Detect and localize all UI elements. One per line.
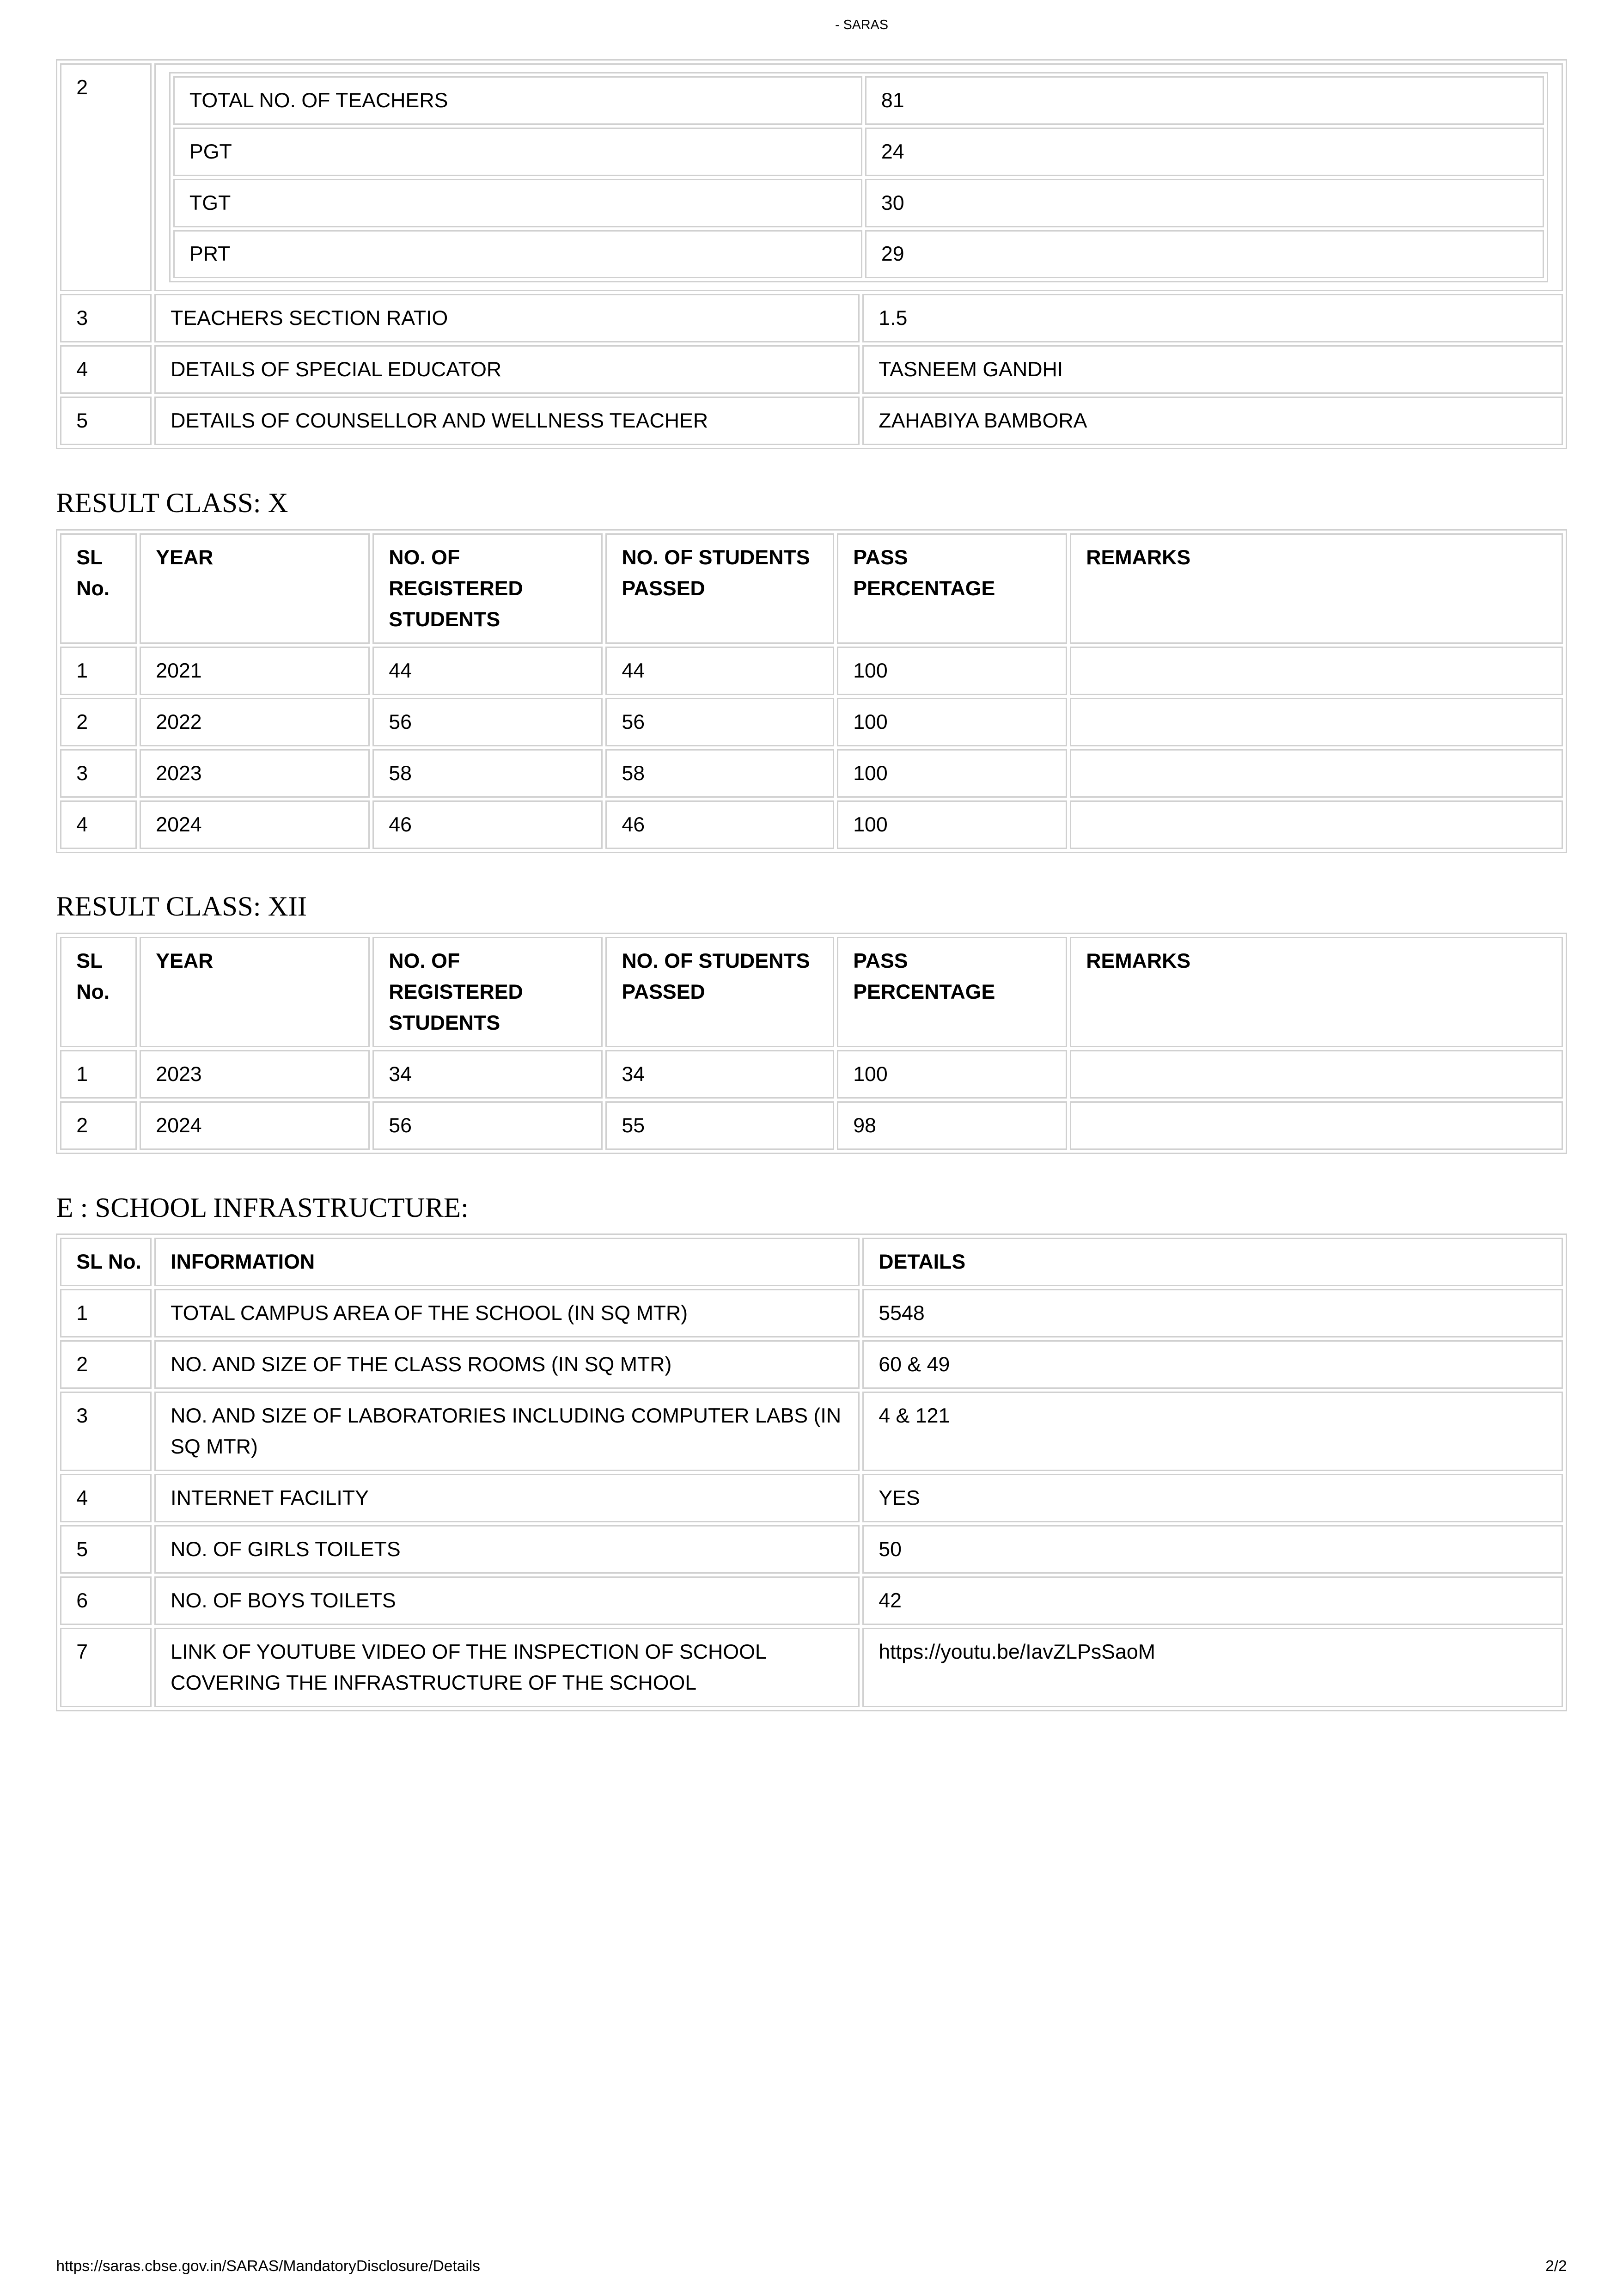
table-cell: TASNEEM GANDHI bbox=[862, 345, 1562, 394]
table-cell: 4 bbox=[60, 345, 152, 394]
table-row bbox=[60, 345, 1562, 394]
table-cell: 98 bbox=[837, 1101, 1067, 1150]
table-cell: 55 bbox=[605, 1101, 834, 1150]
footer-page-number: 2/2 bbox=[1545, 2258, 1567, 2275]
table-cell: 100 bbox=[837, 1050, 1067, 1099]
column-header-registered: NO. OF REGISTERED STUDENTS bbox=[372, 533, 603, 644]
column-header-information: INFORMATION bbox=[154, 1238, 860, 1286]
table-row bbox=[60, 1101, 1562, 1150]
table-cell: 46 bbox=[605, 800, 834, 849]
table-cell: 30 bbox=[865, 179, 1544, 227]
column-header-year: YEAR bbox=[140, 937, 370, 1047]
teachers-breakdown-cell bbox=[154, 63, 1562, 292]
result-class-x-table bbox=[56, 529, 1567, 853]
table-row bbox=[173, 76, 1544, 125]
table-cell: 2024 bbox=[140, 1101, 370, 1150]
table-cell bbox=[1070, 647, 1562, 695]
table-row bbox=[173, 128, 1544, 176]
table-cell: 5 bbox=[60, 1525, 152, 1574]
table-cell: 2 bbox=[60, 1101, 137, 1150]
infrastructure-table bbox=[56, 1233, 1567, 1711]
column-header-registered: NO. OF REGISTERED STUDENTS bbox=[372, 937, 603, 1047]
table-row bbox=[60, 1474, 1562, 1522]
column-header-passed: NO. OF STUDENTS PASSED bbox=[605, 937, 834, 1047]
table-row bbox=[173, 230, 1544, 279]
table-cell: 44 bbox=[605, 647, 834, 695]
table-cell: LINK OF YOUTUBE VIDEO OF THE INSPECTION OF SCHOOL COVERING THE INFRASTRUCTURE OF THE SCHOOL bbox=[154, 1628, 860, 1707]
table-cell: 1 bbox=[60, 1289, 152, 1337]
table-cell: NO. OF BOYS TOILETS bbox=[154, 1576, 860, 1625]
column-header-passed: NO. OF STUDENTS PASSED bbox=[605, 533, 834, 644]
table-cell: 81 bbox=[865, 76, 1544, 125]
table-row bbox=[60, 647, 1562, 695]
result-class-xii-table bbox=[56, 933, 1567, 1154]
column-header-year: YEAR bbox=[140, 533, 370, 644]
column-header-sl-no: SL No. bbox=[60, 937, 137, 1047]
table-cell bbox=[1070, 1101, 1562, 1150]
table-cell: 1.5 bbox=[862, 294, 1562, 342]
table-cell: https://youtu.be/IavZLPsSaoM bbox=[862, 1628, 1562, 1707]
table-cell: PRT bbox=[173, 230, 862, 279]
infrastructure-heading: E : SCHOOL INFRASTRUCTURE: bbox=[56, 1192, 469, 1223]
table-row bbox=[60, 1392, 1562, 1471]
table-row bbox=[173, 179, 1544, 227]
table-cell: 60 & 49 bbox=[862, 1340, 1562, 1389]
result-class-xii-header-row bbox=[60, 937, 1562, 1047]
table-cell: NO. AND SIZE OF LABORATORIES INCLUDING COMPUTER LABS (IN SQ MTR) bbox=[154, 1392, 860, 1471]
column-header-sl-no: SL No. bbox=[60, 1238, 152, 1286]
table-row bbox=[60, 1340, 1562, 1389]
table-cell: ZAHABIYA BAMBORA bbox=[862, 397, 1562, 445]
result-class-xii-heading: RESULT CLASS: XII bbox=[56, 891, 307, 922]
table-cell: 2 bbox=[60, 1340, 152, 1389]
table-cell: 3 bbox=[60, 294, 152, 342]
table-cell: 56 bbox=[372, 698, 603, 746]
table-cell bbox=[1070, 749, 1562, 798]
table-cell: 4 & 121 bbox=[862, 1392, 1562, 1471]
staff-row-teachers bbox=[60, 63, 1562, 292]
table-cell: 58 bbox=[372, 749, 603, 798]
table-row bbox=[60, 698, 1562, 746]
infrastructure-header-row bbox=[60, 1238, 1562, 1286]
table-row bbox=[60, 1289, 1562, 1337]
table-cell: 2 bbox=[60, 698, 137, 746]
table-cell: INTERNET FACILITY bbox=[154, 1474, 860, 1522]
table-cell: DETAILS OF SPECIAL EDUCATOR bbox=[154, 345, 860, 394]
result-class-x-header-row bbox=[60, 533, 1562, 644]
sl-no-cell: 2 bbox=[60, 63, 152, 292]
page-content bbox=[0, 59, 1623, 1711]
table-cell: YES bbox=[862, 1474, 1562, 1522]
table-cell: 7 bbox=[60, 1628, 152, 1707]
print-footer bbox=[56, 2258, 1567, 2275]
column-header-pass-percentage: PASS PERCENTAGE bbox=[837, 937, 1067, 1047]
table-cell: 100 bbox=[837, 749, 1067, 798]
table-cell: 5548 bbox=[862, 1289, 1562, 1337]
table-row bbox=[60, 749, 1562, 798]
column-header-remarks: REMARKS bbox=[1070, 937, 1562, 1047]
table-row bbox=[60, 800, 1562, 849]
result-class-x-heading: RESULT CLASS: X bbox=[56, 488, 288, 519]
table-cell: 42 bbox=[862, 1576, 1562, 1625]
table-cell: 2023 bbox=[140, 749, 370, 798]
teachers-breakdown-table bbox=[169, 72, 1548, 283]
table-cell: 24 bbox=[865, 128, 1544, 176]
table-cell: 29 bbox=[865, 230, 1544, 279]
table-cell: 5 bbox=[60, 397, 152, 445]
table-cell: 1 bbox=[60, 1050, 137, 1099]
table-cell: 58 bbox=[605, 749, 834, 798]
table-cell: TOTAL CAMPUS AREA OF THE SCHOOL (IN SQ MTR) bbox=[154, 1289, 860, 1337]
table-row bbox=[60, 1576, 1562, 1625]
table-cell: TEACHERS SECTION RATIO bbox=[154, 294, 860, 342]
column-header-pass-percentage: PASS PERCENTAGE bbox=[837, 533, 1067, 644]
table-cell: 2021 bbox=[140, 647, 370, 695]
print-header-title: - SARAS bbox=[835, 18, 888, 33]
table-cell: 50 bbox=[862, 1525, 1562, 1574]
table-row bbox=[60, 1628, 1562, 1707]
table-cell: 56 bbox=[605, 698, 834, 746]
table-cell: TOTAL NO. OF TEACHERS bbox=[173, 76, 862, 125]
table-cell: 46 bbox=[372, 800, 603, 849]
table-row bbox=[60, 1050, 1562, 1099]
column-header-details: DETAILS bbox=[862, 1238, 1562, 1286]
table-cell: 56 bbox=[372, 1101, 603, 1150]
table-row bbox=[60, 294, 1562, 342]
table-row bbox=[60, 1525, 1562, 1574]
column-header-sl-no: SL No. bbox=[60, 533, 137, 644]
table-cell bbox=[1070, 1050, 1562, 1099]
table-cell: 34 bbox=[605, 1050, 834, 1099]
table-cell: PGT bbox=[173, 128, 862, 176]
table-cell: DETAILS OF COUNSELLOR AND WELLNESS TEACHER bbox=[154, 397, 860, 445]
staff-details-table bbox=[56, 59, 1567, 450]
table-cell: 2024 bbox=[140, 800, 370, 849]
table-cell: 44 bbox=[372, 647, 603, 695]
table-cell: 34 bbox=[372, 1050, 603, 1099]
table-cell: 2023 bbox=[140, 1050, 370, 1099]
table-cell: 3 bbox=[60, 1392, 152, 1471]
column-header-remarks: REMARKS bbox=[1070, 533, 1562, 644]
table-cell: 4 bbox=[60, 800, 137, 849]
table-cell: 3 bbox=[60, 749, 137, 798]
table-cell: 1 bbox=[60, 647, 137, 695]
table-cell: TGT bbox=[173, 179, 862, 227]
table-cell: 100 bbox=[837, 647, 1067, 695]
table-cell: NO. AND SIZE OF THE CLASS ROOMS (IN SQ MTR) bbox=[154, 1340, 860, 1389]
table-cell: 4 bbox=[60, 1474, 152, 1522]
table-cell: 6 bbox=[60, 1576, 152, 1625]
table-cell: NO. OF GIRLS TOILETS bbox=[154, 1525, 860, 1574]
table-cell bbox=[1070, 800, 1562, 849]
table-cell: 100 bbox=[837, 698, 1067, 746]
table-row bbox=[60, 397, 1562, 445]
table-cell: 2022 bbox=[140, 698, 370, 746]
table-cell: 100 bbox=[837, 800, 1067, 849]
footer-url: https://saras.cbse.gov.in/SARAS/MandatoryDisclosure/Details bbox=[56, 2258, 481, 2275]
table-cell bbox=[1070, 698, 1562, 746]
